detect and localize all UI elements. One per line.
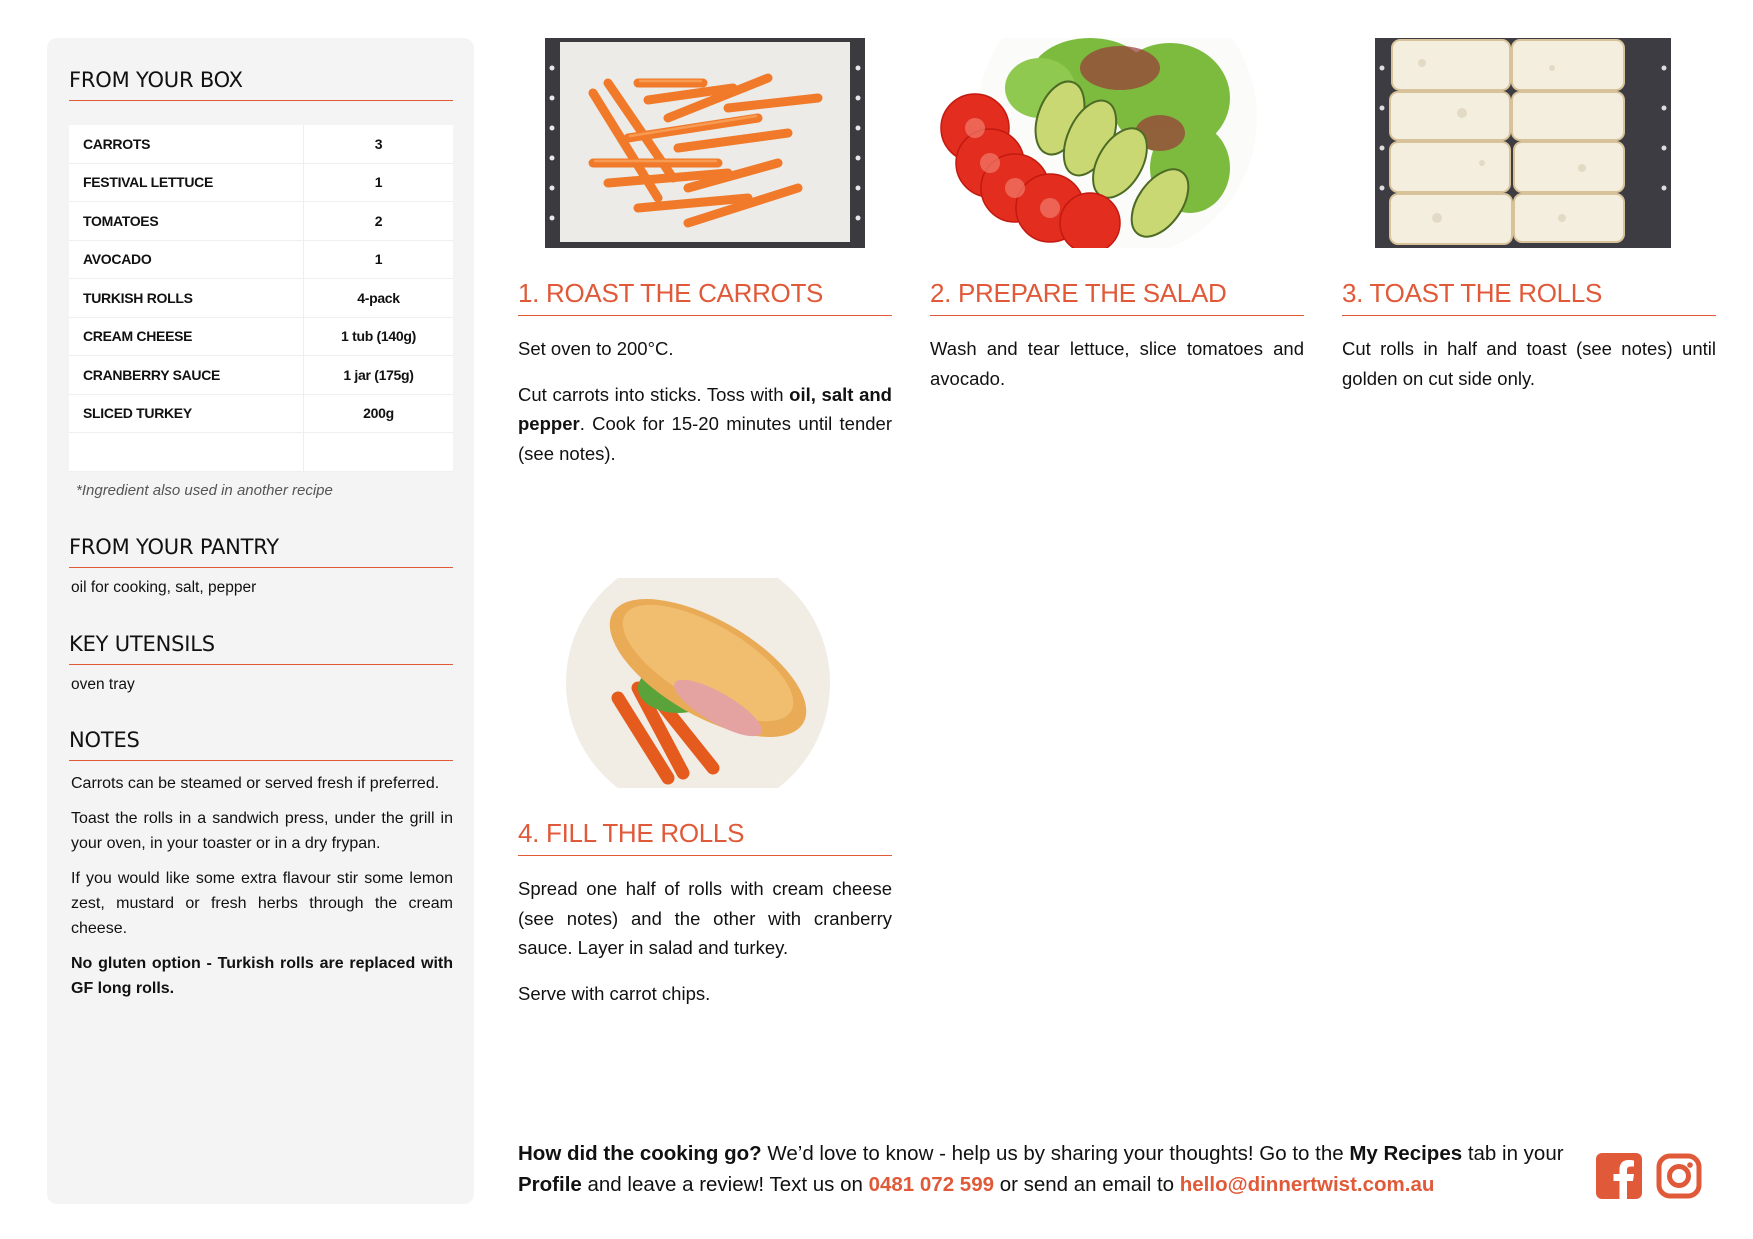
box-title: FROM YOUR BOX <box>69 68 453 101</box>
step-4-title: 4. FILL THE ROLLS <box>518 818 892 856</box>
step-3-text: Cut rolls in half and toast (see notes) until golden on cut side only. <box>1342 338 1716 389</box>
ingredient-name: CRANBERRY SAUCE <box>69 356 304 395</box>
ingredient-name: SLICED TURKEY <box>69 394 304 433</box>
ingredient-name: CARROTS <box>69 125 304 163</box>
step-2 <box>930 38 1304 393</box>
ingredient-qty: 200g <box>304 394 454 433</box>
ingredient-qty <box>304 433 454 472</box>
ingredient-name: CREAM CHEESE <box>69 317 304 356</box>
ingredient-row <box>69 240 453 279</box>
note-gluten: No gluten option - Turkish rolls are replaced with GF long rolls. <box>71 955 453 997</box>
ingredient-row <box>69 356 453 395</box>
feedback-footer: How did the cooking go? We’d love to know - help us by sharing your thoughts! Go to the My Recipes tab in your Profile and leave a review! Text us on 0481 072 599 or send an email to hello@dinnertwist.com.au <box>518 1142 1564 1196</box>
ingredient-qty: 1 jar (175g) <box>304 356 454 395</box>
step-2-text: Wash and tear lettuce, slice tomatoes and avocado. <box>930 338 1304 389</box>
filled-roll-photo <box>518 578 892 788</box>
ingredients-sidebar <box>47 38 474 1204</box>
ingredient-row <box>69 163 453 202</box>
utensils-title: KEY UTENSILS <box>69 632 453 665</box>
ingredient-qty: 1 tub (140g) <box>304 317 454 356</box>
ingredient-qty: 1 <box>304 163 454 202</box>
ingredient-qty: 2 <box>304 202 454 241</box>
pantry-text: oil for cooking, salt, pepper <box>71 579 257 596</box>
phone-link[interactable]: 0481 072 599 <box>868 1173 994 1196</box>
notes-title: NOTES <box>69 728 453 761</box>
ingredient-row <box>69 433 453 472</box>
ingredient-qty: 3 <box>304 125 454 163</box>
ingredient-name: TOMATOES <box>69 202 304 241</box>
step-4-text-2: Serve with carrot chips. <box>518 982 711 1004</box>
step-1-text-2: Cut carrots into sticks. Toss with oil, salt and pepper. Cook for 15-20 minutes until tender (see notes). <box>518 383 892 464</box>
step-2-body <box>930 334 1304 393</box>
step-4 <box>518 578 892 1008</box>
carrots-photo <box>518 38 892 248</box>
salad-photo <box>930 38 1304 248</box>
my-recipes-link[interactable]: My Recipes <box>1349 1142 1463 1165</box>
step-4-text: Spread one half of rolls with cream cheese (see notes) and the other with cranberry sauce. Layer in salad and turkey. <box>518 878 892 958</box>
rolls-photo <box>1342 38 1716 248</box>
ingredient-row <box>69 317 453 356</box>
step-1-text: Set oven to 200°C. <box>518 338 674 359</box>
step-1-title: 1. ROAST THE CARROTS <box>518 278 892 316</box>
note-paragraph: Carrots can be steamed or served fresh if preferred. <box>71 775 440 792</box>
profile-link[interactable]: Profile <box>518 1173 582 1196</box>
ingredient-row <box>69 125 453 163</box>
note-paragraph: If you would like some extra flavour stir some lemon zest, mustard or fresh herbs through the cream cheese. <box>71 870 453 937</box>
feedback-question: How did the cooking go? <box>518 1142 762 1165</box>
step-1-body <box>518 334 892 468</box>
ingredient-name: FESTIVAL LETTUCE <box>69 163 304 202</box>
ingredient-qty: 1 <box>304 240 454 279</box>
ingredient-name <box>69 433 304 472</box>
email-link[interactable]: hello@dinnertwist.com.au <box>1179 1173 1435 1196</box>
instagram-icon[interactable] <box>1656 1153 1702 1199</box>
pantry-title: FROM YOUR PANTRY <box>69 535 453 568</box>
utensils-text: oven tray <box>71 676 135 693</box>
ingredient-qty: 4-pack <box>304 279 454 318</box>
ingredient-row <box>69 279 453 318</box>
footnote: *Ingredient also used in another recipe <box>76 482 333 499</box>
facebook-icon[interactable] <box>1596 1153 1642 1199</box>
ingredient-row <box>69 394 453 433</box>
step-2-title: 2. PREPARE THE SALAD <box>930 278 1304 316</box>
note-paragraph: Toast the rolls in a sandwich press, under the grill in your oven, in your toaster or in a dry frypan. <box>71 810 453 852</box>
ingredient-name: AVOCADO <box>69 240 304 279</box>
step-3-title: 3. TOAST THE ROLLS <box>1342 278 1716 316</box>
step-3-body <box>1342 334 1716 393</box>
step-1 <box>518 38 892 468</box>
notes-body <box>71 771 453 1011</box>
ingredient-row <box>69 202 453 241</box>
step-3 <box>1342 38 1716 393</box>
step-4-body <box>518 874 892 1008</box>
ingredients-table <box>69 125 453 472</box>
ingredient-name: TURKISH ROLLS <box>69 279 304 318</box>
